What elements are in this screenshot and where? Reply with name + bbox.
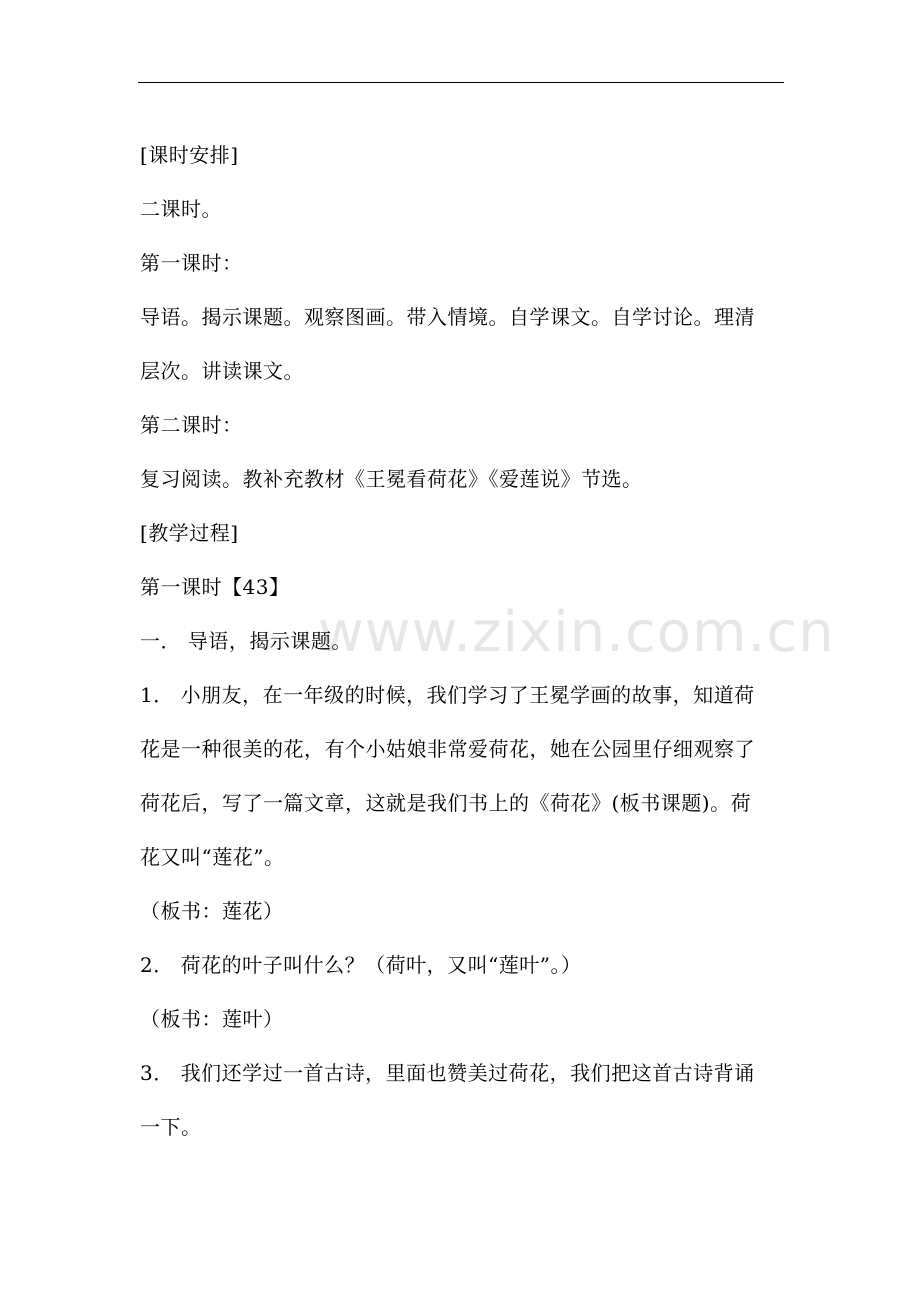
paragraph-row: 荷花后，写了一篇文章，这就是我们书上的《荷花》(板书课题)。荷	[140, 791, 752, 815]
second-lesson-label: 第二课时：	[140, 413, 243, 437]
paragraph-row: 花又叫“莲花”。	[140, 845, 285, 869]
first-lesson-label: 第一课时：	[140, 251, 243, 275]
item-one-paragraph	[140, 668, 790, 884]
paragraph-row: 导语。揭示课题。观察图画。带入情境。自学课文。自学讨论。理清	[140, 305, 755, 329]
paragraph-row: 层次。讲读课文。	[140, 359, 304, 383]
paragraph-row: 3． 我们还学过一首古诗，里面也赞美过荷花，我们把这首古诗背诵	[140, 1061, 755, 1085]
item-two: 2． 荷花的叶子叫什么？（荷叶，又叫“莲叶”。）	[140, 953, 582, 977]
board-note-lotus-leaf: （板书：莲叶）	[140, 1007, 284, 1031]
item-three-paragraph	[140, 1046, 790, 1154]
section-heading-process: [教学过程]	[140, 521, 239, 545]
paragraph-row: 1． 小朋友，在一年级的时候，我们学习了王冕学画的故事，知道荷	[140, 683, 755, 707]
paragraph-row: 花是一种很美的花，有个小姑娘非常爱荷花，她在公园里仔细观察了	[140, 737, 755, 761]
schedule-text: 二课时。	[140, 197, 222, 221]
header-rule	[138, 82, 784, 83]
step-one-heading: 一． 导语，揭示课题。	[140, 629, 352, 653]
first-lesson-content	[140, 290, 790, 398]
second-lesson-content: 复习阅读。教补充教材《王冕看荷花》《爱莲说》节选。	[140, 467, 643, 491]
document-body	[140, 128, 790, 1154]
board-note-lotus-flower: （板书：莲花）	[140, 899, 284, 923]
first-lesson-heading: 第一课时【43】	[140, 575, 290, 599]
section-heading-schedule: [课时安排]	[140, 143, 239, 167]
paragraph-row: 一下。	[140, 1115, 202, 1139]
watermark: www.zixin.com.cn	[318, 600, 835, 665]
